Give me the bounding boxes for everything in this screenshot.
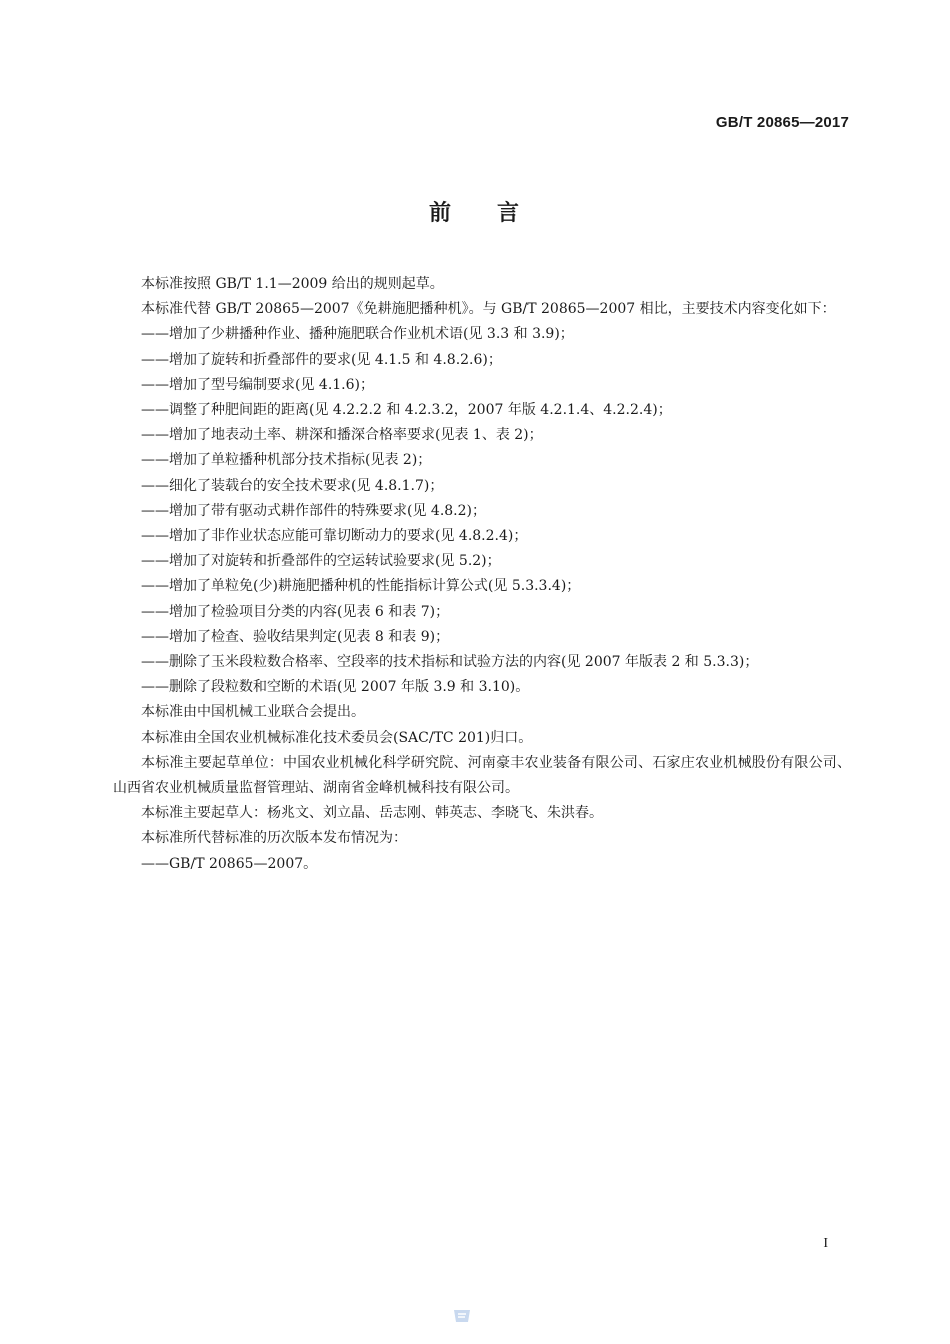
list-item: ——删除了段粒数和空断的术语(见 2007 年版 3.9 和 3.10)。 xyxy=(141,679,530,696)
paragraph-drafting-units: 本标准主要起草单位：中国农业机械化科学研究院、河南豪丰农业装备有限公司、石家庄农业机械股份有限公司、山西省农业机械质量监督管理站、湖南省金峰机械科技有限公司。 xyxy=(113,754,851,797)
list-item: ——调整了种肥间距的距离(见 4.2.2.2 和 4.2.3.2，2007 年版 4.2.1.4、4.2.2.4)； xyxy=(141,402,672,419)
watermark-shape xyxy=(454,1310,470,1322)
paragraph-drafting-rules: 本标准按照 GB/T 1.1—2009 给出的规则起草。 xyxy=(141,276,444,292)
list-item: ——GB/T 20865—2007。 xyxy=(141,855,318,872)
list-item: ——增加了单粒播种机部分技术指标(见表 2)； xyxy=(141,452,432,469)
title-part-2: 言 xyxy=(497,201,522,226)
sac-logo-icon xyxy=(450,1304,474,1328)
standard-code: GB/T 20865—2017 xyxy=(715,114,849,131)
list-item: ——删除了玉米段粒数合格率、空段率的技术指标和试验方法的内容(见 2007 年版表 2 和 5.3.3)； xyxy=(141,654,759,671)
list-item: ——增加了旋转和折叠部件的要求(见 4.1.5 和 4.8.2.6)； xyxy=(141,351,502,368)
list-item: ——增加了单粒免(少)耕施肥播种机的性能指标计算公式(见 5.3.3.4)； xyxy=(141,578,581,595)
list-item: ——增加了检验项目分类的内容(见表 6 和表 7)； xyxy=(141,603,450,620)
changes-list xyxy=(113,322,851,700)
list-item: ——增加了非作业状态应能可靠切断动力的要求(见 4.8.2.4)； xyxy=(141,528,528,545)
list-item: ——增加了检查、验收结果判定(见表 8 和表 9)； xyxy=(141,628,450,645)
list-item: ——增加了带有驱动式耕作部件的特殊要求(见 4.8.2)； xyxy=(141,502,486,519)
paragraph-proposer: 本标准由中国机械工业联合会提出。 xyxy=(141,704,365,721)
history-list xyxy=(113,852,851,877)
list-item: ——增加了少耕播种作业、播种施肥联合作业机术语(见 3.3 和 3.9)； xyxy=(141,326,574,343)
paragraph-centralized: 本标准由全国农业机械标准化技术委员会(SAC/TC 201)归口。 xyxy=(141,729,533,746)
paragraph-history-intro: 本标准所代替标准的历次版本发布情况为： xyxy=(141,830,407,847)
title-part-1: 前 xyxy=(428,201,453,226)
paragraph-drafters: 本标准主要起草人：杨兆文、刘立晶、岳志刚、韩英志、李晓飞、朱洪春。 xyxy=(141,805,603,822)
paragraph-replacement: 本标准代替 GB/T 20865—2007《免耕施肥播种机》。与 GB/T 20865—2007 相比，主要技术内容变化如下： xyxy=(141,301,836,318)
list-item: ——增加了地表动土率、耕深和播深合格率要求(见表 1、表 2)； xyxy=(141,427,543,444)
list-item: ——细化了装载台的安全技术要求(见 4.8.1.7)； xyxy=(141,477,444,494)
list-item: ——增加了对旋转和折叠部件的空运转试验要求(见 5.2)； xyxy=(141,553,501,570)
foreword-body xyxy=(113,272,851,877)
page-title xyxy=(0,196,950,227)
page-number: I xyxy=(823,1236,828,1251)
list-item: ——增加了型号编制要求(见 4.1.6)； xyxy=(141,376,374,393)
